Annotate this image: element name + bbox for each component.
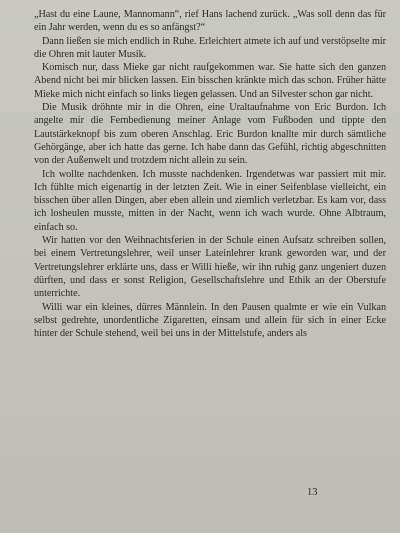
paragraph: Wir hatten vor den Weihnachtsferien in der Schule einen Aufsatz schreiben sollen, bei einem Vertretungslehrer, weil unser Lateinlehrer krank geworden war, und der Vertretungslehrer erklärte uns, dass er Willi hieße, wir ihn ruhig ganz ungeniert duzen dürften, und dass er sonst Religion, Gesellschaftslehre und Ethik an der Oberstufe unterrichte. (34, 235, 386, 300)
paragraph: Die Musik dröhnte mir in die Ohren, eine Uraltaufnahme von Eric Burdon. Ich angelte mir die Fernbedienung meiner Anlage vom Fußboden und tippte den Lautstärkeknopf bis zum oberen Anschlag. Eric Burdon knallte mir durch sämtliche Gehörgänge, aber ich hatte das gerne. Ich habe dann das Gefühl, richtig abgeschnitten von der Außenwelt und trotzdem nicht allein zu sein. (34, 102, 386, 167)
paragraph: Willi war ein kleines, dürres Männlein. In den Pausen qualmte er wie ein Vulkan selbst gedrehte, unordentliche Zigaretten, einsam und allein für sich in einer Ecke hinter der Schule stehend, weil bei uns in der Mittelstufe, anders als (34, 301, 386, 340)
paragraph: Dann ließen sie mich endlich in Ruhe. Erleichtert atmete ich auf und verstöpselte mir die Ohren mit lauter Musik. (34, 35, 386, 60)
paragraph: „Hast du eine Laune, Mannomann“, rief Hans lachend zurück. „Was soll denn das für ein Jahr werden, wenn du es so anfängst?“ (34, 9, 386, 34)
paragraph: Komisch nur, dass Mieke gar nicht raufgekommen war. Sie hatte sich den ganzen Abend nicht bei mir blicken lassen. Ein bisschen kränkte mich das schon. Früher hätte Mieke mich nicht einfach so links liegen gelassen. Und an Silvester schon gar nicht. (34, 62, 386, 100)
body-text (34, 8, 386, 340)
page-number: 13 (307, 487, 318, 498)
paragraph: Ich wollte nachdenken. Ich musste nachdenken. Irgendetwas war passiert mit mir. Ich fühlte mich eigenartig in der letzten Zeit. Wie in einer Seifenblase vielleicht, ein bisschen über allen Dingen, aber eben allein und ziemlich verletzbar. Es kam vor, dass ich losheulen musste, mitten in der Nacht, wenn ich wach wurde. Ohne Albtraum, einfach so. (34, 168, 386, 233)
